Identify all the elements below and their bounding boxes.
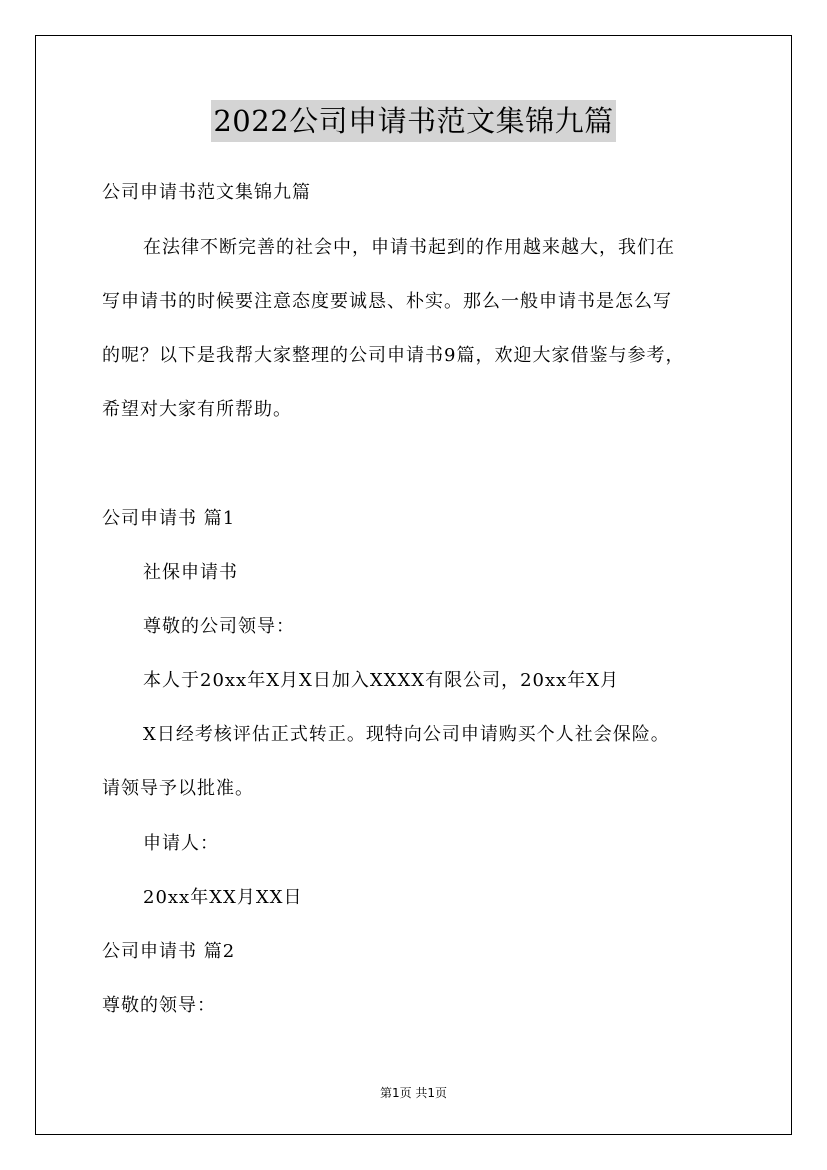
section-1-body-line-3: 请领导予以批准。 [102,778,254,799]
section-2-salutation: 尊敬的领导： [102,995,216,1016]
intro-heading: 公司申请书范文集锦九篇 [102,182,311,203]
section-heading-2: 公司申请书 篇2 [102,941,236,962]
section-1-subtitle: 社保申请书 [143,562,238,583]
section-1-body-line-2: X日经考核评估正式转正。现特向公司申请购买个人社会保险。 [143,724,670,745]
intro-paragraph-line-4: 希望对大家有所帮助。 [102,399,292,420]
section-1-salutation: 尊敬的公司领导： [143,616,295,637]
section-1-date: 20xx年XX月XX日 [143,887,303,908]
page-footer: 第1页 共1页 [379,1086,448,1100]
intro-paragraph-line-1: 在法律不断完善的社会中，申请书起到的作用越来越大，我们在 [143,237,675,258]
intro-paragraph-line-2: 写申请书的时候要注意态度要诚恳、朴实。那么一般申请书是怎么写 [102,291,672,312]
document-title: 2022公司申请书范文集锦九篇 [211,100,615,142]
section-heading-1: 公司申请书 篇1 [102,508,236,529]
document-title-container [0,100,827,142]
section-1-body-line-1: 本人于20xx年X月X日加入XXXX有限公司，20xx年X月 [143,670,620,691]
section-1-applicant: 申请人： [143,833,219,854]
intro-paragraph-line-3: 的呢？以下是我帮大家整理的公司申请书9篇，欢迎大家借鉴与参考， [102,345,685,366]
